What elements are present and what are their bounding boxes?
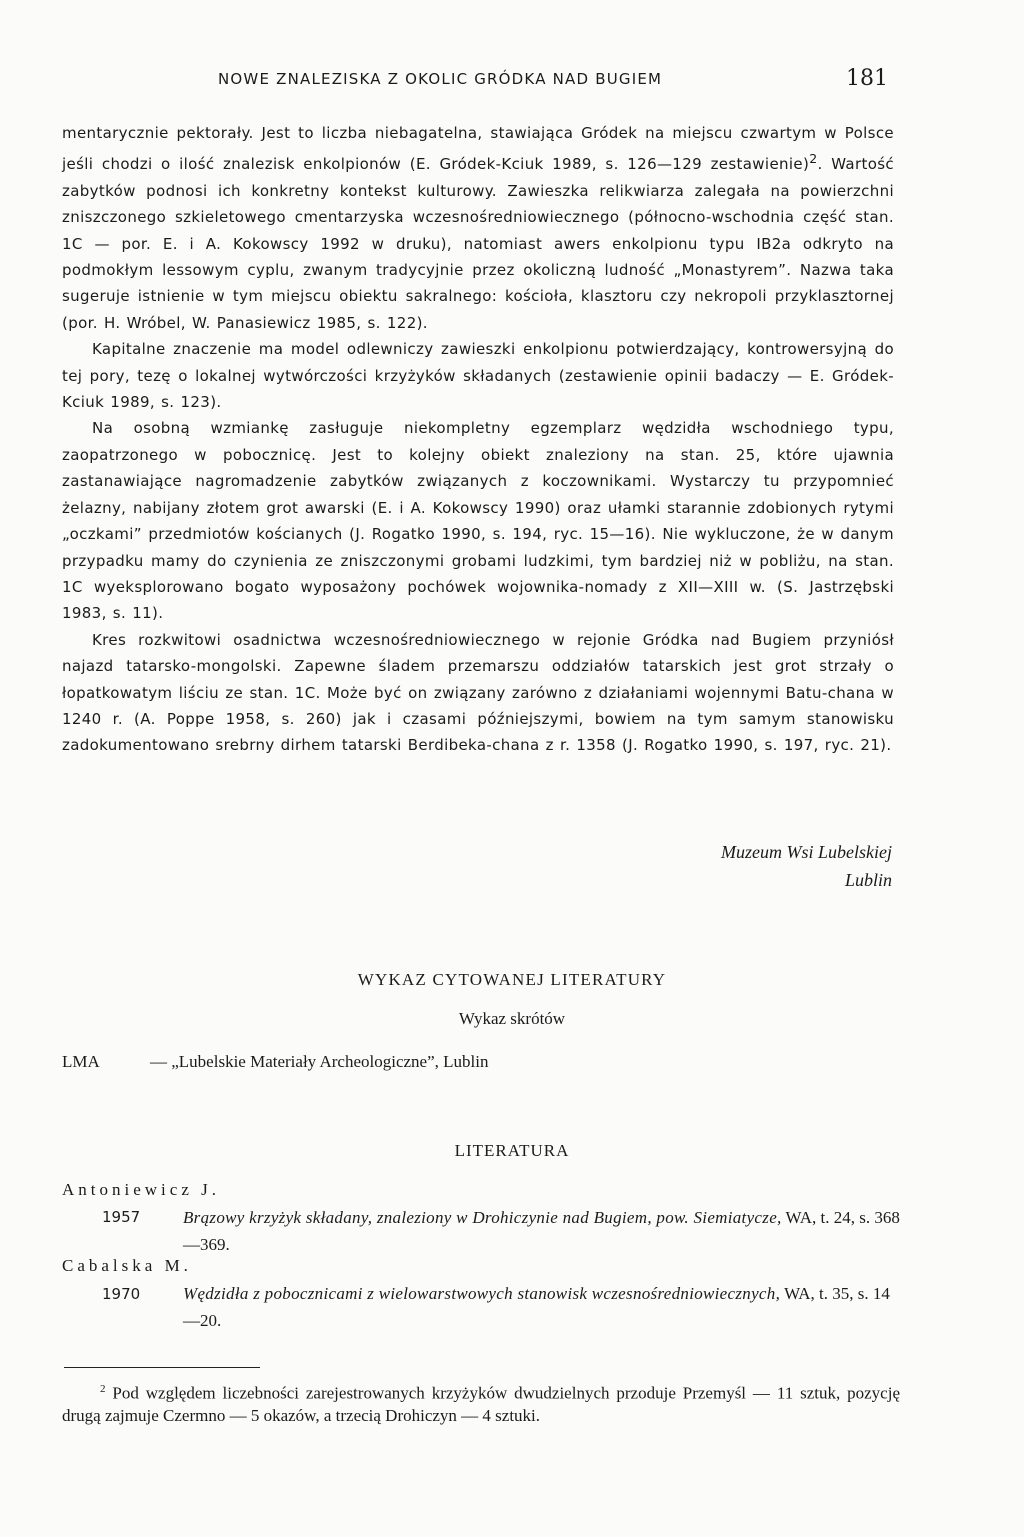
footnote-divider <box>64 1367 260 1368</box>
paragraph-3: Na osobną wzmiankę zasługuje niekompletny egzemplarz wędzidła wschodniego typu, zaopatrzonego w pobocznicę. Jest to kolejny obiekt znaleziony na stan. 25, które ujawnia zastanawiające nagromadzenie zabytków związanych z koczownikami. Wystarczy tu przypomnieć żelazny, nabijany złotem grot awarski (E. i A. Kokowscy 1990) oraz ułamki starannie zdobionych rytymi „oczkami” przedmiotów kościanych (J. Rogatko 1990, s. 194, ryc. 15—16). Nie wykluczone, że w danym przypadku mamy do czynienia ze zniszczonymi grobami ludzkimi, tym bardziej niż w pobliżu, na stan. 1C wyeksplorowano bogato wyposażony pochówek wojownika-nomady z XII—XIII w. (S. Jastrzębski 1983, s. 11). <box>62 419 894 623</box>
reference-year: 1970 <box>102 1285 141 1303</box>
reference-entry <box>183 1204 903 1258</box>
reference-year: 1957 <box>102 1208 141 1226</box>
abbreviation-definition: — „Lubelskie Materiały Archeologiczne”, Lublin <box>150 1052 489 1071</box>
affiliation-city: Lublin <box>844 870 892 890</box>
reference-author: Cabalska M. <box>62 1256 192 1275</box>
running-title: NOWE ZNALEZISKA Z OKOLIC GRÓDKA NAD BUGIEM <box>218 70 663 88</box>
reference-entry <box>183 1280 903 1334</box>
reference-source: WA, t. 24, s. 368—369. <box>183 1208 900 1254</box>
paragraph-1-text-a: mentarycznie pektorały. Jest to liczba niebagatelna, stawiająca Gródek na miejscu czwartym w Polsce jeśli chodzi o ilość znalezisk enkolpionów (E. Gródek-Kciuk 1989, s. 126—129 zestawienie) <box>62 124 894 174</box>
bibliography-heading: WYKAZ CYTOWANEJ LITERATURY <box>357 970 667 989</box>
footnote-mark: 2 <box>100 1383 106 1395</box>
reference-author: Antoniewicz J. <box>62 1180 220 1199</box>
body-text <box>62 120 894 759</box>
abbreviations-heading: Wykaz skrótów <box>458 1009 566 1028</box>
author-affiliation <box>721 838 892 894</box>
paragraph-4: Kres rozkwitowi osadnictwa wczesnośredniowiecznego w rejonie Gródka nad Bugiem przyniósł najazd tatarsko-mongolski. Zapewne śladem przemarszu oddziałów tatarskich jest grot strzały o łopatkowatym liściu ze stan. 1C. Może być on związany zarówno z działaniami wojennymi Batu-chana w 1240 r. (A. Poppe 1958, s. 260) jak i czasami późniejszymi, bowiem na tym samym stanowisku zadokumentowano srebrny dirhem tatarski Berdibeka-chana z r. 1358 (J. Rogatko 1990, s. 197, ryc. 21). <box>62 630 894 755</box>
paragraph-1 <box>62 120 894 336</box>
reference-title: Brązowy krzyżyk składany, znaleziony w Drohiczynie nad Bugiem, pow. Siemiatycze, <box>183 1208 782 1227</box>
page-number: 181 <box>846 66 888 91</box>
footnote-text: Pod względem liczebności zarejestrowanych krzyżyków dwudzielnych przoduje Przemyśl — 11 sztuk, pozycję drugą zajmuje Czermno — 5 okazów, a trzecią Drohiczyn — 4 sztuki. <box>62 1383 900 1425</box>
paragraph-1-text-b: . Wartość zabytków podnosi ich konkretny kontekst kulturowy. Zawieszka relikwiarza zalegała na powierzchni zniszczonego szkieletowego cmentarzyska wczesnośredniowiecznego (północno-wschodnia część stan. 1C — por. E. i A. Kokowscy 1992 w druku), natomiast awers enkolpionu typu IB2a odkryto na podmokłym lessowym cyplu, zwanym tradycyjnie przez okoliczną ludność „Monastyrem”. Nazwa taka sugeruje istnienie w tym miejscu obiektu sakralnego: kościoła, klasztoru czy nekropoli przyklasztornej (por. H. Wróbel, W. Panasiewicz 1985, s. 122). <box>62 155 894 332</box>
literature-heading: LITERATURA <box>454 1141 570 1160</box>
footnote-reference: 2 <box>809 151 818 167</box>
reference-title: Wędzidła z pobocznicami z wielowarstwowych stanowisk wczesnośredniowiecznych, <box>183 1284 781 1303</box>
affiliation-institution: Muzeum Wsi Lubelskiej <box>721 842 892 862</box>
paragraph-2: Kapitalne znaczenie ma model odlewniczy zawieszki enkolpionu potwierdzający, kontrowersyjną do tej pory, tezę o lokalnej wytwórczości krzyżyków składanych (zestawienie opinii badaczy — E. Gródek-Kciuk 1989, s. 123). <box>62 340 894 412</box>
abbreviation-key: LMA <box>62 1052 100 1071</box>
reference-source: WA, t. 35, s. 14—20. <box>183 1284 890 1330</box>
footnote <box>62 1378 900 1427</box>
